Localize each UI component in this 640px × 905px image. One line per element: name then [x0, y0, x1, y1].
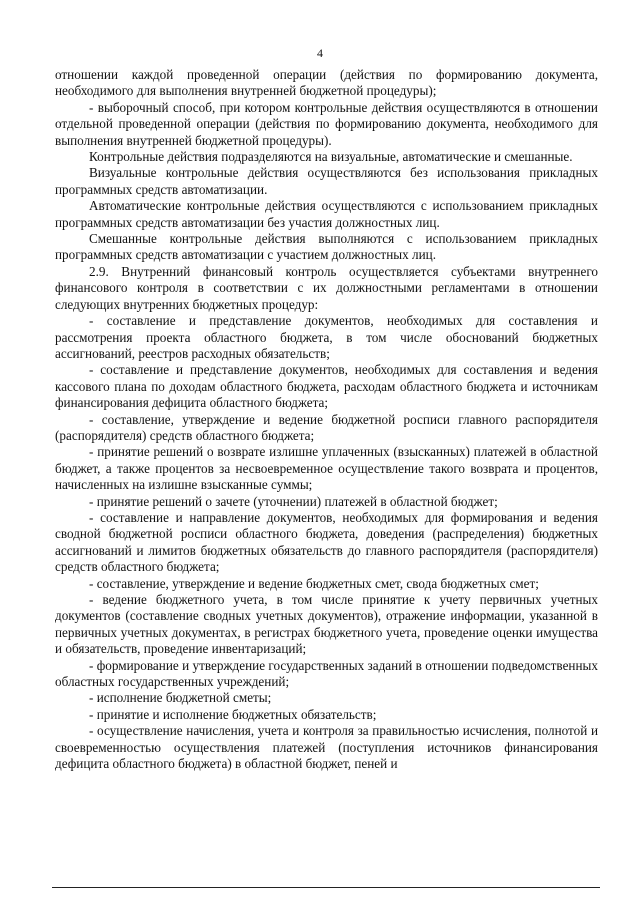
list-item: - составление, утверждение и ведение бюджетной росписи главного распорядителя (распорядителя) средств областного бюджета;	[55, 411, 598, 443]
page-number: 4	[317, 46, 323, 60]
paragraph: Контрольные действия подразделяются на визуальные, автоматические и смешанные.	[89, 149, 573, 165]
list-item: - составление и представление документов, необходимых для составления и ведения кассового плана по доходам областного бюджета, расходам областного бюджета и источникам финансирования дефицита областного бюджета;	[55, 362, 598, 411]
paragraph: Смешанные контрольные действия выполняются с использованием прикладных программных средств автоматизации с участием должностных лиц.	[55, 231, 598, 263]
list-item: - исполнение бюджетной сметы;	[89, 690, 272, 706]
list-item: - осуществление начисления, учета и контроля за правильностью исчисления, полнотой и своевременностью осуществления платежей (поступления источников финансирования дефицита областного бюджета) в областной бюджет, пеней и	[55, 723, 598, 772]
paragraph: отношении каждой проведенной операции (действия по формированию документа, необходимого для выполнения внутренней бюджетной процедуры);	[55, 67, 598, 99]
list-item: - составление, утверждение и ведение бюджетных смет, свода бюджетных смет;	[89, 575, 539, 591]
paragraph: - выборочный способ, при котором контрольные действия осуществляются в отношении отдельной проведенной операции (действия по формированию документа, необходимого для выполнения внутренней бюджетной процедуры).	[55, 99, 598, 148]
list-item: - составление и направление документов, необходимых для формирования и ведения сводной бюджетной росписи областного бюджета, доведения (распределения) бюджетных ассигнований и лимитов бюджетных обязательств до главного распорядителя (распорядителя) средств областного бюджета;	[55, 509, 598, 575]
paragraph: Автоматические контрольные действия осуществляются с использованием прикладных программных средств автоматизации без участия должностных лиц.	[55, 198, 598, 230]
list-item: - принятие решений о зачете (уточнении) платежей в областной бюджет;	[89, 493, 498, 509]
footer-divider	[52, 887, 600, 888]
document-body	[55, 67, 598, 772]
list-item: - формирование и утверждение государственных заданий в отношении подведомственных областных государственных учреждений;	[55, 657, 598, 690]
list-item: - ведение бюджетного учета, в том числе принятие к учету первичных учетных документов (составление сводных учетных документов), отражение информации, указанной в первичных учетных документах, в регистрах бюджетного учета, проведение оценки имущества и обязательств, проведение инвентаризаций;	[55, 592, 598, 657]
paragraph: 2.9. Внутренний финансовый контроль осуществляется субъектами внутреннего финансового контроля в соответствии с их должностными регламентами в отношении следующих внутренних бюджетных процедур:	[55, 263, 598, 312]
paragraph: Визуальные контрольные действия осуществляются без использования прикладных программных средств автоматизации.	[55, 165, 598, 197]
list-item: - принятие решений о возврате излишне уплаченных (взысканных) платежей в областной бюджет, а также процентов за несвоевременное осуществление такого возврата и процентов, начисленных на излишне взысканные суммы;	[55, 444, 598, 493]
list-item: - принятие и исполнение бюджетных обязательств;	[89, 706, 377, 722]
list-item: - составление и представление документов, необходимых для составления и рассмотрения проекта областного бюджета, в том числе обоснований бюджетных ассигнований, реестров расходных обязательств;	[55, 313, 598, 361]
